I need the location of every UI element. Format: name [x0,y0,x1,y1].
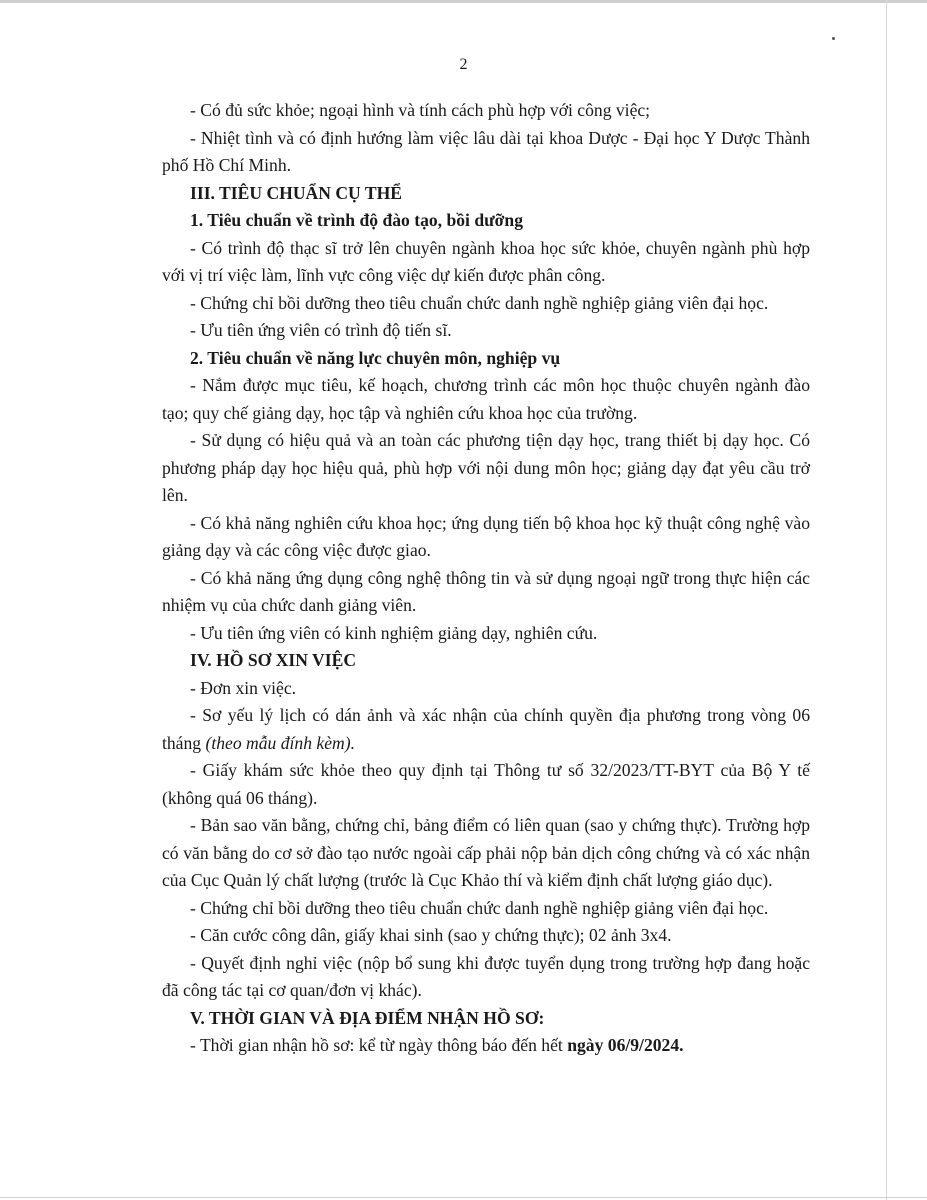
competence-item-priority: - Ưu tiên ứng viên có kinh nghiệm giảng dạy, nghiên cứu. [190,622,598,643]
dossier-item-certificate: - Chứng chỉ bồi dưỡng theo tiêu chuẩn chức danh nghề nghiệp giảng viên đại học. [190,897,769,918]
scan-edge-right [886,0,887,1200]
subheading-training: 1. Tiêu chuẩn về trình độ đào tạo, bồi dưỡng [190,210,524,230]
scan-speck [832,37,835,40]
dossier-item-diplomas: - Bản sao văn bằng, chứng chỉ, bảng điểm có liên quan (sao y chứng thực). Trường hợp có văn bằng do cơ sở đào tạo nước ngoài cấp phải nộp bản dịch công chứng và có xác nhận của Cục Quản lý chất lượng (trước là Cục Khảo thí và kiểm định chất lượng giáo dục). [162,815,810,890]
dossier-item-resume [162,702,810,757]
dossier-item-id: - Căn cước công dân, giấy khai sinh (sao y chứng thực); 02 ảnh 3x4. [190,925,672,945]
submission-deadline-date: ngày 06/9/2024. [567,1035,684,1055]
section-heading-iv: IV. HỒ SƠ XIN VIỆC [190,650,357,670]
scan-edge-top [0,0,927,3]
training-item-priority: - Ưu tiên ứng viên có trình độ tiến sĩ. [190,320,452,340]
dossier-item-application: - Đơn xin việc. [190,677,297,698]
subheading-competence: 2. Tiêu chuẩn về năng lực chuyên môn, nghiệp vụ [190,347,561,368]
competence-item-it-language: - Có khả năng ứng dụng công nghệ thông tin và sử dụng ngoại ngữ trong thực hiện các nhiệm vụ của chức danh giảng viên. [162,567,810,615]
requirement-health: - Có đủ sức khỏe; ngoại hình và tính cách phù hợp với công việc; [190,100,651,120]
submission-deadline-text: - Thời gian nhận hồ sơ: kể từ ngày thông báo đến hết [190,1035,563,1055]
section-heading-iii: III. TIÊU CHUẨN CỤ THỂ [190,182,402,203]
competence-item-curriculum: - Nắm được mục tiêu, kế hoạch, chương trình các môn học thuộc chuyên ngành đào tạo; quy chế giảng dạy, học tập và nghiên cứu khoa học của trường. [162,375,810,423]
dossier-item-resignation: - Quyết định nghỉ việc (nộp bổ sung khi được tuyển dụng trong trường hợp đang hoặc đã công tác tại cơ quan/đơn vị khác). [162,952,810,1000]
competence-item-teaching: - Sử dụng có hiệu quả và an toàn các phương tiện dạy học, trang thiết bị dạy học. Có phương pháp dạy học hiệu quả, phù hợp với nội dung môn học; giảng dạy đạt yêu cầu trở lên. [162,430,810,505]
competence-item-research: - Có khả năng nghiên cứu khoa học; ứng dụng tiến bộ khoa học kỹ thuật công nghệ vào giảng dạy và các công việc được giao. [162,512,810,560]
training-item-masters: - Có trình độ thạc sĩ trở lên chuyên ngành khoa học sức khỏe, chuyên ngành phù hợp với vị trí việc làm, lĩnh vực công việc dự kiến được phân công. [162,237,810,285]
section-heading-v: V. THỜI GIAN VÀ ĐỊA ĐIỂM NHẬN HỒ SƠ: [190,1007,545,1028]
dossier-item-health-cert: - Giấy khám sức khỏe theo quy định tại Thông tư số 32/2023/TT-BYT của Bộ Y tế (không quá 06 tháng). [162,760,810,808]
requirement-commitment: - Nhiệt tình và có định hướng làm việc lâu dài tại khoa Dược - Đại học Y Dược Thành phố Hồ Chí Minh. [162,127,810,175]
page-number: 2 [459,56,468,73]
dossier-item-resume-note: (theo mẫu đính kèm). [205,732,356,753]
scan-edge-bottom [0,1197,927,1198]
submission-deadline [162,1032,810,1060]
dossier-item-resume-text: - Sơ yếu lý lịch có dán ảnh và xác nhận của chính quyền địa phương trong vòng 06 tháng [162,705,810,753]
training-item-certificate: - Chứng chỉ bồi dưỡng theo tiêu chuẩn chức danh nghề nghiệp giảng viên đại học. [190,292,769,313]
document-body [162,97,810,1060]
